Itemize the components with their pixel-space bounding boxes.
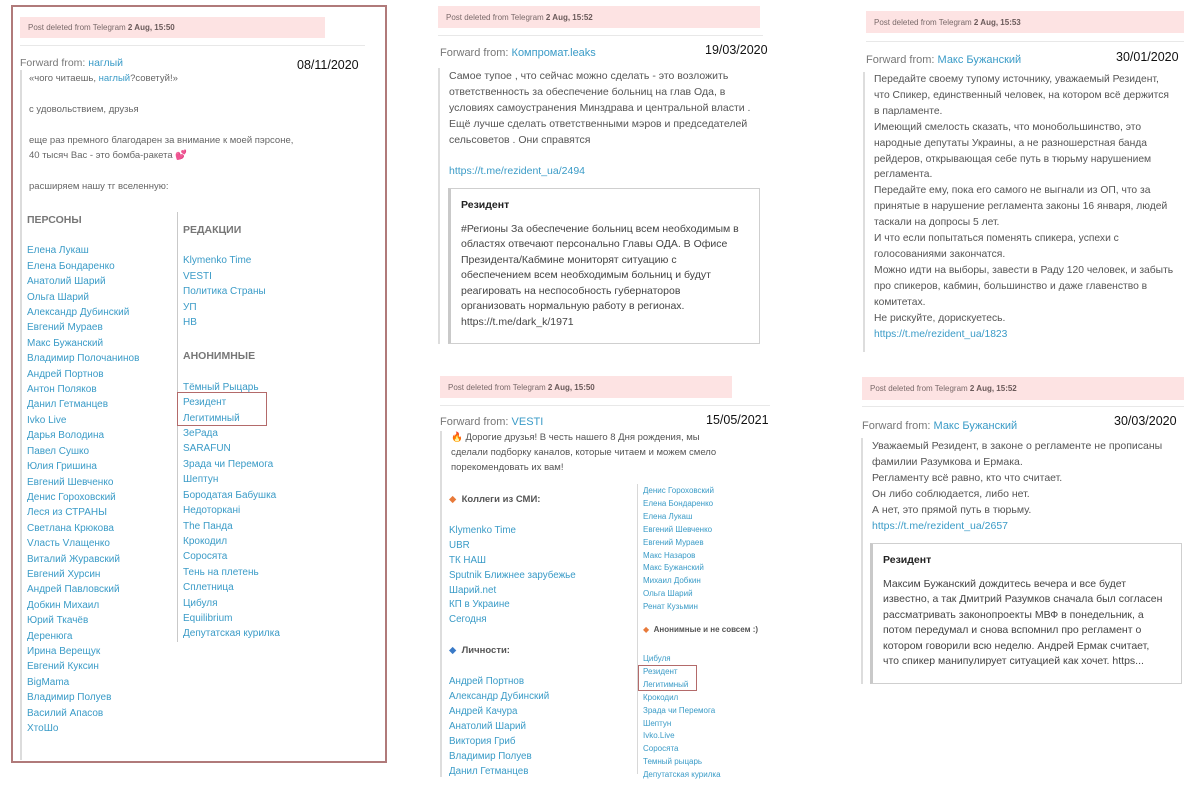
forward-line — [440, 47, 596, 59]
forward-label: Forward from: — [866, 54, 935, 66]
channel-link[interactable]: ЗеРада — [183, 428, 218, 440]
text-line: Ещё лучше сделать ответственными мэров и председателей — [449, 118, 748, 130]
channel-link[interactable]: Андрей Портнов — [27, 368, 104, 380]
channel-link[interactable]: Зрада чи Перемога — [643, 705, 716, 715]
channel-link[interactable]: Евгений Хурсин — [27, 568, 101, 580]
quote-line: https://t.me/dark_k/1971 — [461, 315, 574, 328]
forward-label: Forward from: — [862, 420, 931, 432]
text-line: Можно идти на выборы, завести в Раду 120 человек, и забыть — [874, 264, 1174, 276]
forward-line — [862, 420, 1017, 432]
channel-link[interactable]: УП — [183, 301, 197, 313]
text-line: с удовольствием, друзья — [29, 103, 139, 115]
channel-link[interactable]: Klymenko Time — [183, 255, 252, 267]
text-line: регламента. — [874, 169, 933, 181]
channel-link[interactable]: Макс Бужанский — [27, 337, 104, 349]
banner-date: 2 Aug, 15:52 — [545, 12, 593, 22]
channel-link[interactable]: Андрей Павловский — [27, 584, 120, 596]
text-line: таскали на допросы 5 лет. — [874, 217, 1000, 229]
forward-line — [440, 416, 543, 428]
text-line: Имеющий смелость сказать, что монобольшинство, это — [874, 121, 1142, 133]
channel-link[interactable]: BigMama — [27, 676, 70, 688]
channel-link[interactable]: Klymenko Time — [449, 524, 516, 536]
text-line: сельсоветов . Они справятся — [449, 134, 591, 146]
channel-link[interactable]: Макс Назаров — [643, 550, 696, 560]
channel-link[interactable]: Елена Лукаш — [643, 511, 693, 521]
forward-source-link[interactable]: Макс Бужанский — [937, 54, 1022, 66]
persons-heading — [449, 644, 576, 659]
channel-link[interactable]: Елена Лукаш — [27, 245, 89, 257]
bullet-icon: ◆ — [643, 625, 650, 635]
highlight-box — [638, 665, 697, 691]
quote-line: реагировать на неспособность губернаторов — [461, 284, 681, 297]
text-line: ответственность за обеспечение больниц на глав Ода, в — [449, 86, 726, 98]
channel-link[interactable]: Резидент — [643, 666, 678, 676]
channel-link[interactable]: Евгений Мураев — [27, 322, 103, 334]
post-text — [872, 438, 1186, 518]
channel-link[interactable]: Зрада чи Перемога — [183, 458, 274, 470]
channel-link[interactable]: Соросята — [643, 744, 679, 754]
text-line: Не рискуйте, дорискуетесь. — [874, 312, 1006, 324]
channel-link[interactable]: Виталий Журавский — [27, 553, 120, 565]
divider — [440, 405, 770, 406]
divider — [20, 45, 365, 46]
post-text — [449, 68, 768, 148]
divider — [438, 35, 763, 36]
colleagues-column — [449, 493, 576, 780]
channel-link[interactable]: Ренат Кузьмин — [643, 602, 698, 612]
forward-label: Forward from: — [440, 416, 509, 428]
text-line: фамилии Разумкова и Ермака. — [872, 456, 1023, 468]
deleted-post-banner — [20, 17, 325, 38]
channel-link[interactable]: The Панда — [183, 520, 233, 532]
channel-link[interactable]: Елена Бондаренко — [27, 260, 115, 272]
channel-link[interactable]: Недоторкані — [183, 505, 241, 517]
channel-link[interactable]: Ольга Шарий — [643, 589, 693, 599]
quote-line: областях отвечают персонально Главы ОДА. В Офисе — [461, 238, 728, 250]
channel-link[interactable]: Андрей Портнов — [449, 676, 525, 688]
text-line — [29, 163, 365, 178]
quoted-message — [870, 543, 1182, 684]
forward-source-link[interactable]: VESTI — [511, 416, 544, 428]
channel-link[interactable]: Данил Гетманцев — [449, 765, 529, 777]
quote-title: Резидент — [883, 554, 932, 566]
text-line: «чого читаешь, наглый?советуй!» — [29, 73, 178, 84]
text-line: комитетах. — [874, 296, 926, 308]
persons-heading-label: Личности: — [461, 645, 510, 657]
post-link[interactable]: https://t.me/rezident_ua/2494 — [449, 165, 586, 177]
channel-link[interactable]: Анатолий Шарий — [27, 276, 106, 288]
quote-line: рассматривать законопроекты МВФ в понедельник, а — [883, 608, 1144, 621]
banner-date: 2 Aug, 15:52 — [969, 384, 1017, 393]
divider — [862, 406, 1184, 407]
bullet-icon: ◆ — [449, 645, 457, 657]
post-date: 15/05/2021 — [706, 413, 769, 427]
channel-link[interactable]: UBR — [449, 539, 470, 551]
text-line: А нет, это прямой путь в тюрьму. — [872, 504, 1032, 516]
channel-link[interactable]: Александр Дубинский — [27, 307, 130, 319]
deleted-post-banner — [862, 377, 1184, 400]
channel-link[interactable]: Тень на плетень — [183, 566, 259, 578]
post-text — [874, 72, 1188, 327]
channel-link[interactable]: Александр Дубинский — [449, 691, 550, 703]
channel-link[interactable]: Денис Гороховский — [27, 491, 116, 503]
text-line: в парламенте. — [874, 105, 943, 117]
quote-line: что спикер манипулирует ситуацией как хочет. https... — [883, 655, 1144, 667]
channel-link[interactable]: НВ — [183, 317, 197, 329]
forward-label: Forward from: — [440, 47, 509, 59]
channel-link[interactable]: Андрей Качура — [449, 705, 518, 717]
channel-link[interactable]: Добкин Михаил — [27, 599, 100, 611]
post-link[interactable]: https://t.me/rezident_ua/2657 — [872, 520, 1009, 532]
text-line: про спикеров, кабмин, большинство и даже главенство в — [874, 280, 1148, 292]
channel-link[interactable]: Шептун — [183, 474, 219, 486]
anon-heading: АНОНИМНЫЕ — [183, 350, 256, 363]
quote-line: организовать нормальную работу в регионах. — [461, 300, 685, 312]
forward-label: Forward from: — [20, 57, 86, 69]
channel-link[interactable]: Дарья Володина — [27, 430, 105, 442]
banner-prefix: Post deleted from Telegram — [28, 23, 126, 32]
post-link[interactable]: https://t.me/rezident_ua/1823 — [874, 328, 1008, 340]
deleted-post-banner — [438, 6, 760, 28]
text-line: народные депутаты Украины, а не разношерстная банда — [874, 137, 1148, 149]
post-date: 19/03/2020 — [705, 43, 768, 57]
persons-column — [27, 213, 139, 736]
text-line: что Спикер, единственный человек, на котором всё держится — [874, 89, 1169, 101]
channel-link[interactable]: Соросята — [183, 551, 228, 563]
post-intro — [29, 70, 365, 194]
editions-column — [183, 223, 280, 642]
forward-source-link[interactable]: Компромат.leaks — [511, 47, 596, 59]
channel-link[interactable]: Шептун — [643, 718, 672, 728]
channel-link[interactable]: Ольга Шарий — [27, 291, 89, 303]
channel-link[interactable]: Equilibrium — [183, 612, 233, 624]
channel-link[interactable]: Сегодня — [449, 614, 487, 626]
quote-line: Президента/Кабмине мониторят ситуацию с — [461, 253, 677, 266]
post-text — [451, 431, 751, 475]
text-line: Уважаемый Резидент, в законе о регламенте не прописаны — [872, 440, 1163, 452]
channel-link[interactable]: Светлана Крюкова — [27, 522, 114, 534]
channel-link[interactable]: Бородатая Бабушка — [183, 489, 277, 501]
channel-link[interactable]: Деренюга — [27, 630, 73, 642]
forward-line — [866, 54, 1021, 66]
forward-line — [20, 57, 123, 69]
channel-link[interactable]: Цибуля — [183, 597, 218, 609]
post-date: 08/11/2020 — [297, 58, 359, 72]
text-line: 🔥 Дорогие друзья! В честь нашего 8 Дня рождения, мы — [451, 432, 700, 443]
persons-list — [27, 243, 139, 736]
channel-link[interactable]: Vласть Vлащенко — [27, 538, 110, 550]
banner-prefix: Post deleted from Telegram — [870, 384, 968, 393]
channel-link[interactable]: Резидент — [183, 397, 227, 409]
banner-date: 2 Aug, 15:50 — [547, 382, 595, 392]
quote-line: #Регионы За обеспечение больниц всем необходимым в — [461, 222, 739, 235]
channel-link[interactable]: Михаил Добкин — [643, 576, 701, 586]
deleted-post-banner — [866, 11, 1184, 33]
text-line: условиях самоустранения Минздрава и центральной власти . — [449, 102, 751, 114]
persons-list — [449, 675, 576, 779]
channel-link[interactable]: Ivko Live — [27, 414, 67, 426]
channel-link[interactable]: Владимир Полуев — [27, 692, 112, 704]
banner-date: 2 Aug, 15:53 — [973, 17, 1021, 27]
channel-link[interactable]: Депутатская курилка — [643, 770, 721, 780]
right-list — [643, 485, 758, 614]
channel-link[interactable]: Евгений Шевченко — [27, 476, 114, 488]
channel-link[interactable]: Цибуля — [643, 653, 671, 663]
channel-link[interactable]: Виктория Гриб — [449, 735, 516, 747]
channel-link[interactable]: Шарий.net — [449, 584, 497, 596]
channel-link[interactable]: Денис Гороховский — [643, 486, 714, 495]
text-line: сделали подборку каналов, которые читаем и можем смело — [451, 446, 717, 458]
banner-date: 2 Aug, 15:50 — [127, 23, 175, 32]
channel-link[interactable]: Антон Поляков — [27, 384, 97, 396]
deleted-post-banner — [440, 376, 732, 398]
banner-prefix: Post deleted from Telegram — [448, 382, 546, 392]
channel-link[interactable]: ТК НАШ — [449, 554, 487, 566]
mention-link[interactable]: наглый — [98, 73, 131, 84]
column-divider — [177, 212, 178, 642]
channel-link[interactable]: Депутатская курилка — [183, 628, 280, 640]
column-divider — [637, 484, 638, 774]
text-line: голосованиями закончатся. — [874, 248, 1006, 260]
channel-link[interactable]: Василий Апасов — [27, 707, 104, 719]
channel-link[interactable]: Евгений Куксин — [27, 661, 99, 673]
channel-link[interactable]: SARAFUN — [183, 443, 231, 455]
text-line: еще раз премного благодарен за внимание к моей пэрсоне, — [29, 134, 294, 146]
text-line: Регламенту всё равно, кто что считает. — [872, 472, 1063, 484]
anon-heading — [643, 624, 758, 637]
quote-line: обеспечением всем необходимым больниц и будут — [461, 269, 711, 281]
channel-link[interactable]: Сплетница — [183, 582, 234, 594]
bullet-icon: ◆ — [449, 494, 457, 505]
text-line: принятые в нарушение регламента законы 16 января, людей — [874, 201, 1168, 213]
channel-link[interactable]: Политика Страны — [183, 286, 266, 298]
channel-link[interactable]: ХтоШо — [27, 723, 59, 734]
quote-title: Резидент — [461, 199, 510, 211]
forward-source-link[interactable]: наглый — [88, 57, 124, 69]
channel-link[interactable]: Владимир Полуев — [449, 750, 532, 762]
banner-prefix: Post deleted from Telegram — [446, 12, 544, 22]
channel-link[interactable]: Ирина Верещук — [27, 645, 101, 657]
channel-link[interactable]: Евгений Шевченко — [643, 524, 713, 534]
channel-link[interactable]: Евгений Мураев — [643, 537, 704, 547]
colleagues-heading-label: Коллеги из СМИ: — [461, 494, 541, 505]
text-line — [29, 117, 365, 132]
quote-text — [461, 222, 749, 331]
banner-prefix: Post deleted from Telegram — [874, 17, 972, 27]
persons-heading: ПЕРСОНЫ — [27, 214, 82, 226]
channel-link[interactable]: Sputnik Ближнее зарубежье — [449, 569, 576, 581]
text-line: И что если попытаться поменять спикера, успехи с — [874, 233, 1119, 245]
text-line: Он либо соблюдается, либо нет. — [872, 488, 1030, 500]
channel-link[interactable]: Тёмный Рыцарь — [183, 381, 259, 393]
post-body — [863, 72, 1188, 352]
post-date: 30/01/2020 — [1116, 50, 1179, 64]
divider — [866, 41, 1184, 42]
channel-link[interactable]: Владимир Полочанинов — [27, 353, 140, 365]
quote-text — [883, 577, 1171, 670]
channel-link[interactable]: Ivko.Live — [643, 731, 675, 741]
highlight-box — [177, 392, 267, 426]
channel-link[interactable]: Анатолий Шарий — [449, 720, 526, 732]
editions-heading: РЕДАКЦИИ — [183, 224, 242, 236]
channel-link[interactable]: VESTI — [183, 270, 212, 282]
channel-link[interactable]: Легитимный — [183, 412, 240, 424]
text-line: 40 тысяч Вас - это бомба-ракета 💕 — [29, 150, 188, 162]
channel-link[interactable]: Юлия Гришина — [27, 461, 97, 473]
right-column — [643, 485, 758, 782]
text-line: Передайте своему тупому источнику, уважаемый Резидент, — [874, 74, 1159, 85]
quote-line: потом передумал и снова вспомнил про регламент о — [883, 624, 1142, 636]
quote-line: котором говорили всю неделю. Андрей Ермак считает, — [883, 639, 1150, 652]
channel-link[interactable]: Легитимный — [643, 679, 689, 689]
channel-link[interactable]: Леся из СТРАНЫ — [27, 507, 108, 519]
quote-line: известно, а так Дмитрий Разумков сначала был согласен — [883, 593, 1163, 605]
post-date: 30/03/2020 — [1114, 414, 1177, 428]
channel-link[interactable]: Темный рыцарь — [643, 757, 703, 767]
text-line: рейдеров, открывающая себе путь в тюрьму нарушением — [874, 153, 1152, 165]
anon-heading-label: Анонимные и не совсем :) — [653, 625, 759, 635]
channel-link[interactable]: Крокодил — [183, 535, 228, 547]
text-line — [29, 86, 365, 101]
text-line: расширяем нашу тг вселенную: — [29, 180, 169, 192]
forward-source-link[interactable]: Макс Бужанский — [933, 420, 1018, 432]
channel-link[interactable]: Елена Бондаренко — [643, 498, 714, 508]
editions-list — [183, 253, 280, 330]
channel-link[interactable]: Юрий Ткачёв — [27, 615, 89, 627]
quoted-message — [448, 188, 760, 344]
channel-link[interactable]: Крокодил — [643, 692, 679, 702]
channel-link[interactable]: КП в Украине — [449, 599, 510, 611]
channel-link[interactable]: Павел Сушко — [27, 445, 90, 457]
quote-line: Максим Бужанский дождитесь вечера и все будет — [883, 577, 1127, 590]
text-line: Передайте ему, пока его самого не выгнали из ОП, что за — [874, 185, 1151, 197]
text-line: Самое тупое , что сейчас можно сделать - это возложить — [449, 70, 729, 82]
colleagues-list — [449, 524, 576, 628]
channel-link[interactable]: Данил Гетманцев — [27, 399, 109, 411]
text-line: порекомендовать их вам! — [451, 461, 564, 473]
colleagues-heading — [449, 493, 576, 508]
channel-link[interactable]: Макс Бужанский — [643, 563, 704, 573]
